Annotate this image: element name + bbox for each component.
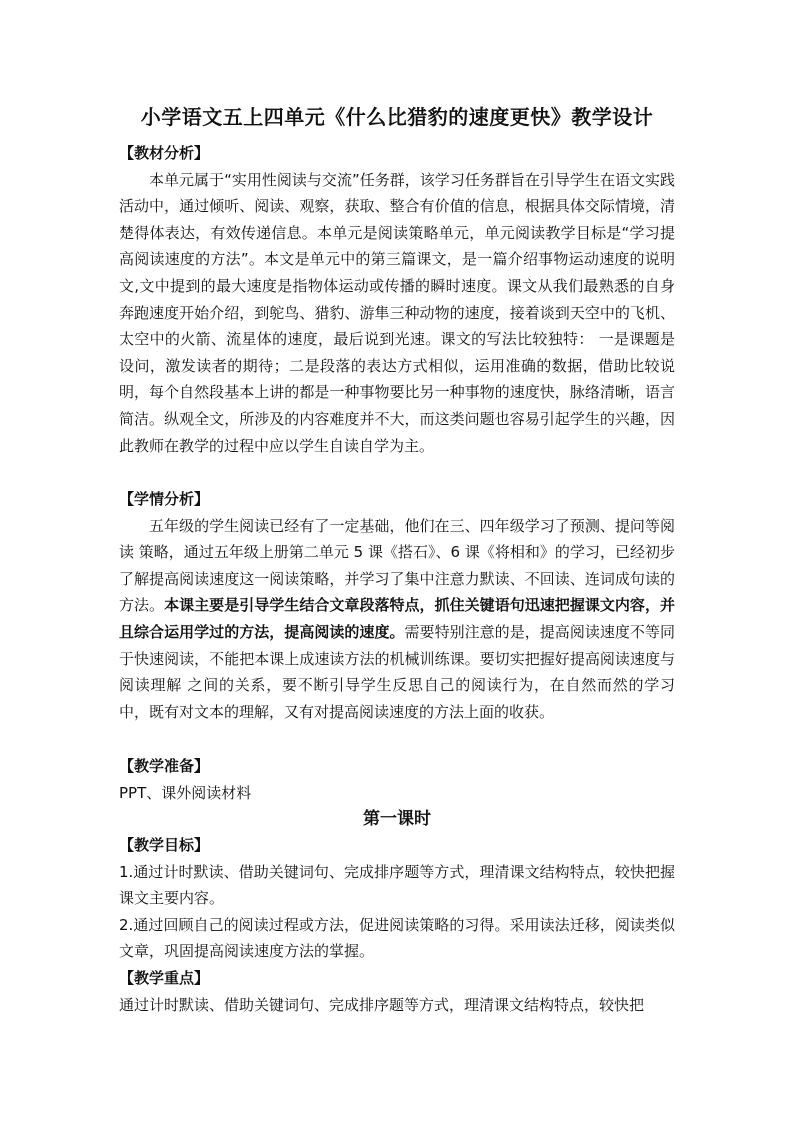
document-title: 小学语文五上四单元《什么比猎豹的速度更快》教学设计 xyxy=(140,105,654,129)
preparation-section xyxy=(119,753,675,806)
key-points-text: 通过计时默读、借助关键词句、完成排序题等方式，理清课文结构特点，较快把 xyxy=(119,995,645,1014)
objective-item: 2.通过回顾自己的阅读过程或方法，促进阅读策略的习得。采用读法迁移，阅读类似文章，巩固提高阅读速度方法的掌握。 xyxy=(119,915,675,961)
student-analysis-text-end: 需要特别注意的是，提高阅读速度不等同于快速阅读，不能把本课上成速读方法的机械训练课。要切实把握好提高阅读速度与阅读理解 之间的关系，要不断引导学生反思自己的阅读行为，在自然而然的学习中，既有对文本的理解，又有对提高阅读速度的方法上面的收获。 xyxy=(119,622,675,721)
lesson-title: 第一课时 xyxy=(363,809,431,829)
objective-item: 1.通过计时默读、借助关键词句、完成排序题等方式，理清课文结构特点，较快把握课文主要内容。 xyxy=(119,862,675,908)
student-analysis-emphasis: 本课主要是引导学生结合文章段落特点，抓住关键语句迅速把握课文内容，并且综合运用学过的方法，提高阅读的速度。 xyxy=(119,596,675,641)
material-analysis-text: 本单元属于“实用性阅读与交流”任务群，该学习任务群旨在引导学生在语文实践 活动中，通过倾听、阅读、观察，获取、整合有价值的信息，根据具体交际情境，清楚得体表达，有效传递信息。本单元是阅读策略单元，单元阅读教学目标是“学习提高阅读速度的方法”。本文是单元中的第三篇课文，是一篇介绍事物运动速度的说明文,文中提到的最大速度是指物体运动或传播的瞬时速度。课文从我们最熟悉的自身奔跑速度开始介绍，到鸵鸟、猎豹、游隼三种动物的速度，接着谈到天空中的飞机、太空中的火箭、流星体的速度，最后说到光速。课文的写法比较独特： 一是课题是设问，激发读者的期待；二是段落的表达方式相似，运用准确的数据，借助比较说明，每个自然段基本上讲的都是一种事物要比另一种事物的速度快，脉络清晰，语言简洁。纵观全文，所涉及的内容难度并不大，而这类问题也容易引起学生的兴趣，因此教师在教学的过程中应以学生自读自学为主。 xyxy=(119,170,675,455)
student-analysis-section xyxy=(119,486,675,725)
student-analysis-text-start: 五年级的学生阅读已经有了一定基础，他们在三、四年级学习了预测、提问等阅读 策略，通过五年级上册第二单元 5 课《搭石》、6 课《将相和》的学习，已经初步了解提高阅读速度这一阅读策略，并学习了集中注意力默读、不回读、连词成句读的方法。 xyxy=(119,516,675,615)
lesson-objectives-section xyxy=(119,832,675,1018)
preparation-heading: 【教学准备】 xyxy=(119,757,210,775)
preparation-text: PPT、课外阅读材料 xyxy=(119,783,252,802)
material-analysis-heading: 【教材分析】 xyxy=(119,144,210,162)
key-points-heading: 【教学重点】 xyxy=(119,968,210,987)
student-analysis-text xyxy=(119,513,675,726)
objectives-heading: 【教学目标】 xyxy=(119,836,210,854)
material-analysis-section xyxy=(119,140,675,459)
student-analysis-heading: 【学情分析】 xyxy=(119,490,210,508)
